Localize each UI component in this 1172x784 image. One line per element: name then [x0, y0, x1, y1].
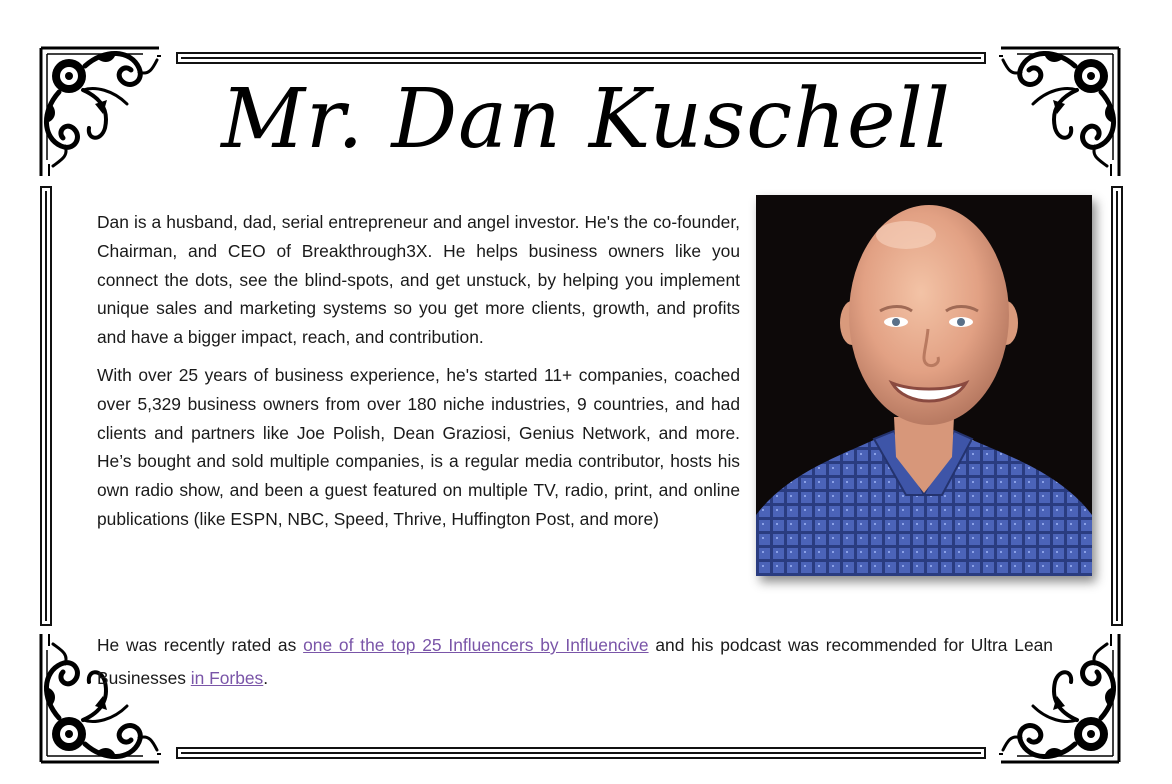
- closing-text-3: .: [263, 668, 269, 688]
- portrait-photo: [756, 195, 1092, 576]
- closing-text-1: He was recently rated as: [97, 635, 304, 655]
- closing-paragraph: [97, 629, 1053, 695]
- bio-paragraph-1: Dan is a husband, dad, serial entrepreneur and angel investor. He's the co-founder, Chairman, and CEO of Breakthrough3X. He helps business owners like you connect the dots, see the blind-spots, and get unstuck, by helping you implement unique sales and marketing systems so you get more clients, growth, and profits and have a bigger impact, reach, and contribution.: [97, 212, 740, 348]
- frame-left-border: [40, 186, 52, 626]
- closing-text-2: and his podcast was recommended for Ultra Lean Businesses: [97, 635, 1053, 688]
- forbes-link[interactable]: in Forbes: [190, 668, 264, 688]
- bio-paragraph-2: With over 25 years of business experience, he's started 11+ companies, coached over 5,329 business owners from over 180 niche industries, 9 countries, and had clients and partners like Joe Polish, Dean Graziosi, Genius Network, and more. He’s bought and sold multiple companies, is a regular media contributor, hosts his own radio show, and been a guest featured on multiple TV, radio, print, and online publications (like ESPN, NBC, Speed, Thrive, Huffington Post, and more): [97, 364, 740, 529]
- bio-text: [97, 208, 740, 543]
- closing-text: [97, 629, 1053, 695]
- frame-right-border: [1111, 186, 1123, 626]
- page-title: Mr. Dan Kuschell: [221, 72, 951, 167]
- frame-bottom-border: [176, 747, 986, 759]
- corner-top-right-ornament-icon: [995, 42, 1125, 182]
- corner-top-left-ornament-icon: [35, 42, 165, 182]
- influencive-link[interactable]: one of the top 25 Influencers by Influencive: [303, 635, 649, 655]
